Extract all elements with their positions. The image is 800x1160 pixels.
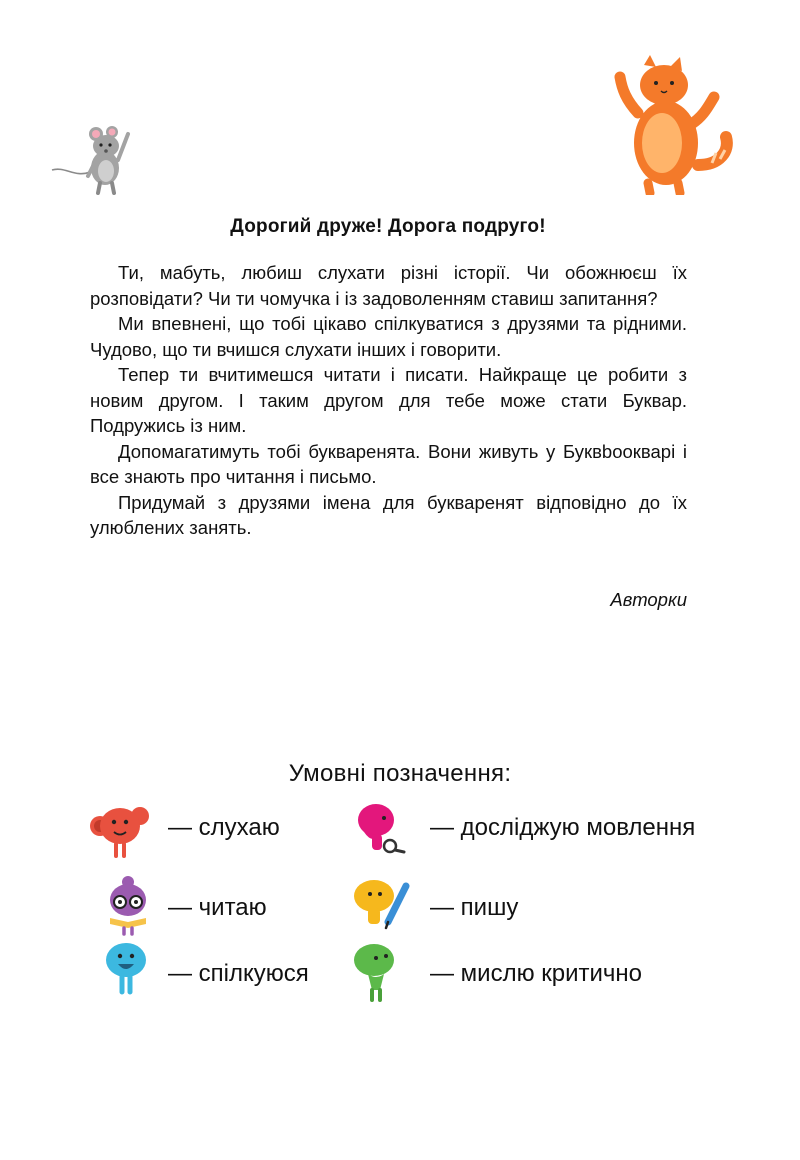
letter-signature: Авторки — [610, 589, 687, 610]
red-listening-creature-icon — [88, 800, 152, 864]
mouse-illustration — [50, 120, 140, 195]
legend-label: — мислю критично — [430, 960, 643, 987]
letter-body — [90, 260, 687, 541]
letter-paragraph: Придумай з друзями імена для букваренят відповідно до їх улюблених занять. — [90, 491, 687, 538]
legend-label: — спілкуюся — [168, 960, 309, 987]
legend-label: — пишу — [430, 894, 519, 921]
letter-paragraph: Ми впевнені, що тобі цікаво спілкуватися з друзями та рідними. Чудово, що ти вчишся слухати інших і говорити. — [90, 313, 687, 360]
legend-item-listen — [88, 800, 348, 864]
letter-paragraph: Тепер ти вчитимешся читати і писати. Найкраще це робити з новим другом. І таким другом для тебе може стати Буквар. Подружись із ним. — [90, 364, 687, 436]
letter-title: Дорогий друже! Дорога подруго! — [230, 216, 546, 237]
legend-item-read — [100, 874, 340, 938]
yellow-pen-creature-icon — [350, 874, 414, 938]
legend-label: — слухаю — [168, 814, 280, 841]
legend-item-explore-speech — [350, 800, 750, 864]
cat-illustration — [608, 55, 733, 195]
purple-reading-creature-icon — [100, 874, 156, 938]
legend-label: — досліджую мовлення — [430, 814, 696, 841]
letter-paragraph: Ти, мабуть, любиш слухати різні історії. Чи обожнюєш їх розповідати? Чи ти чомучка і із задоволенням ставиш запитання? — [90, 262, 687, 309]
legend-title: Умовні позначення: — [288, 760, 512, 787]
magenta-magnifier-creature-icon — [350, 800, 414, 864]
legend-item-write — [350, 874, 650, 938]
legend-item-communicate — [100, 940, 360, 1004]
green-thinking-creature-icon — [350, 940, 414, 1004]
legend-item-think-critically — [350, 940, 710, 1004]
legend-label: — читаю — [168, 894, 267, 921]
blue-talking-creature-icon — [100, 940, 156, 1004]
letter-paragraph: Допомагатимуть тобі букваренята. Вони живуть у Буквbooкварі і все знають про читання і письмо. — [90, 440, 687, 487]
